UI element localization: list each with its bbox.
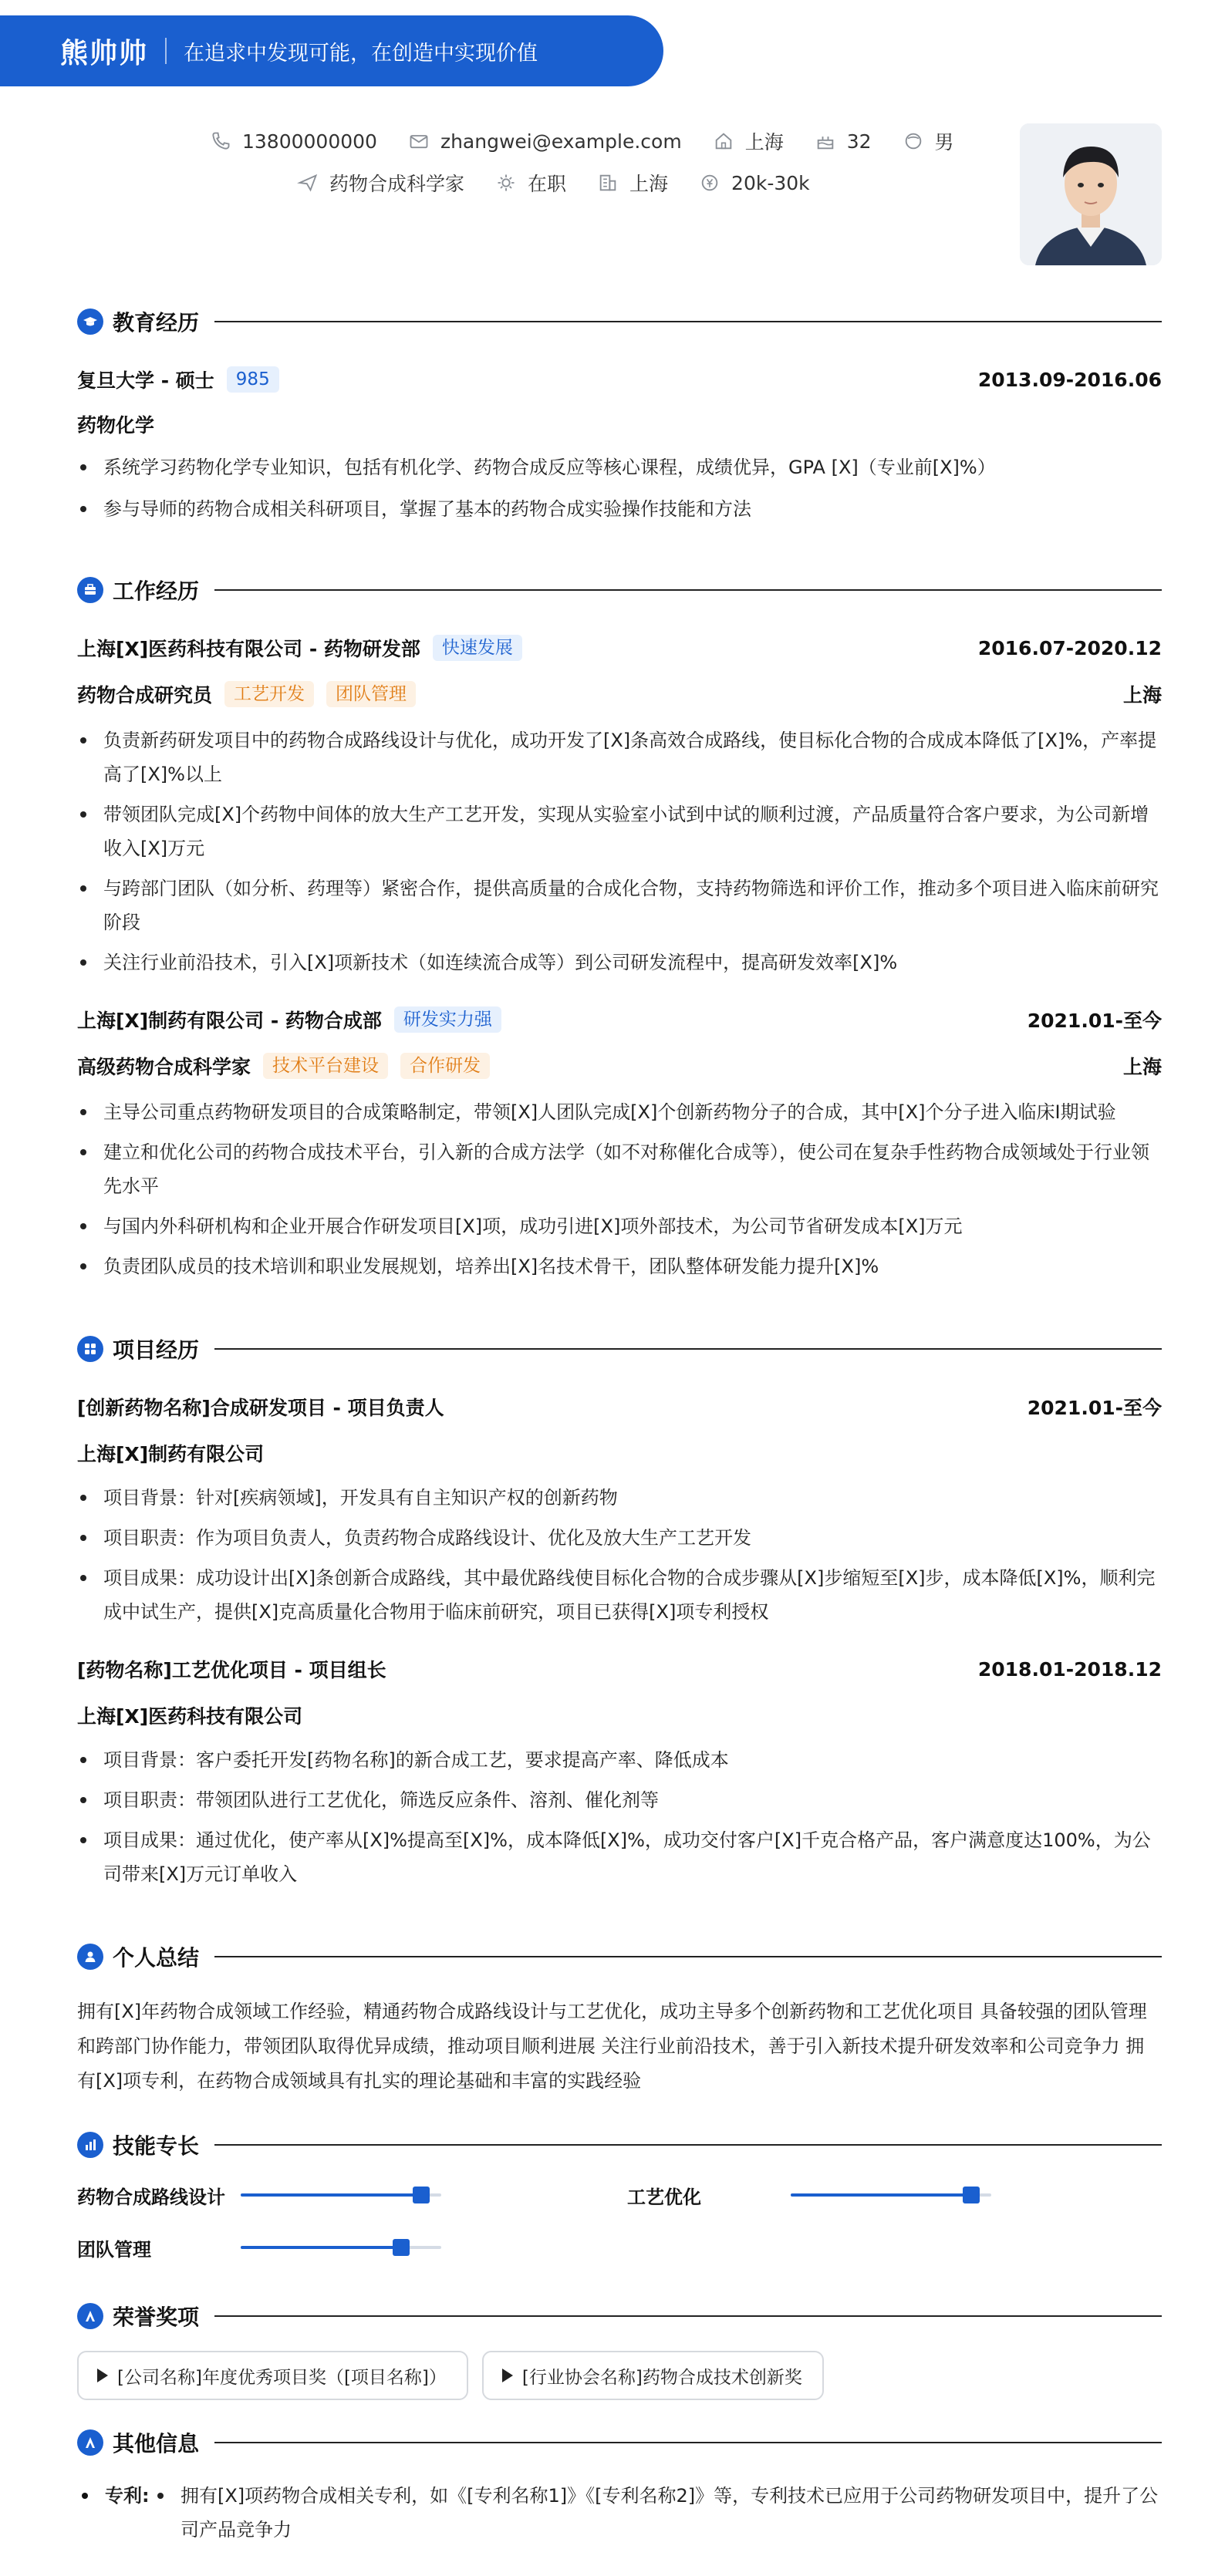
other-bullets xyxy=(154,2479,1162,2547)
skill-name: 团队管理 xyxy=(77,2238,151,2261)
mail-icon xyxy=(408,130,430,152)
skill-bar xyxy=(241,2193,441,2197)
work-entry xyxy=(77,1004,1162,1283)
education-bullets xyxy=(77,450,1162,526)
contact-row-1 xyxy=(210,127,985,155)
work-header xyxy=(77,574,1162,606)
contact-status xyxy=(495,169,566,197)
company-tag: 快速发展 xyxy=(433,635,522,661)
list-item: 与跨部门团队（如分析、药理等）紧密合作，提供高质量的合成化合物，支持药物筛选和评价工作，推动多个项目进入临床前研究阶段 xyxy=(77,872,1162,939)
project-entry-head xyxy=(77,1391,1162,1422)
skill-bar-fill xyxy=(241,2193,421,2197)
section-divider xyxy=(214,2144,1162,2146)
awards-section xyxy=(77,2300,1162,2400)
role-head xyxy=(77,679,1162,710)
contact-job-text: 药物合成科学家 xyxy=(329,173,465,195)
list-item: 项目职责：带领团队进行工艺优化，筛选反应条件、溶剂、催化剂等 xyxy=(77,1783,1162,1817)
role-head xyxy=(77,1050,1162,1081)
user-icon xyxy=(77,1944,103,1970)
role-title: 药物合成研究员 xyxy=(77,684,213,706)
role-tag: 团队管理 xyxy=(326,681,416,707)
education-entry-left xyxy=(77,366,279,393)
project-entry xyxy=(77,1654,1162,1891)
skill-name: 药物合成路线设计 xyxy=(77,2186,225,2208)
list-item: 项目职责：作为项目负责人，负责药物合成路线设计、优化及放大生产工艺开发 xyxy=(77,1521,1162,1555)
home-icon xyxy=(713,130,734,152)
list-item: 项目背景：针对[疾病领域]，开发具有自主知识产权的创新药物 xyxy=(77,1481,1162,1515)
section-divider xyxy=(214,2315,1162,2317)
major: 药物化学 xyxy=(77,414,155,437)
list-item: 系统学习药物化学专业知识，包括有机化学、药物合成反应等核心课程，成绩优异，GPA [X]（专业前[X]%） xyxy=(77,450,1162,484)
list-item: 负责团队成员的技术培训和职业发展规划，培养出[X]名技术骨干，团队整体研发能力提升[X]% xyxy=(77,1249,1162,1283)
section-divider xyxy=(214,321,1162,322)
projects-section xyxy=(77,1333,1162,1891)
education-entry xyxy=(77,364,1162,526)
role-title: 高级药物合成科学家 xyxy=(77,1056,251,1078)
project-name-role: [创新药物名称]合成研发项目 - 项目负责人 xyxy=(77,1397,444,1419)
award-item xyxy=(482,2351,824,2400)
list-item: 拥有[X]项药物合成相关专利，如《[专利名称1]》《[专利名称2]》等，专利技术已应用于公司药物研发项目中，提升了公司产品竞争力 xyxy=(154,2479,1162,2547)
contact-gender-text: 男 xyxy=(934,131,954,153)
summary-text: 拥有[X]年药物合成领域工作经验，精通药物合成路线设计与工艺优化，成功主导多个创新药物和工艺优化项目 具备较强的团队管理和跨部门协作能力，带领团队取得优异成绩，推动项目顺利进展 关注行业前沿技术，善于引入新技术提升研发效率和公司竞争力 拥有[X]项专利，在药物合成领域具有扎实的理论基础和丰富的实践经验 xyxy=(77,2001,1147,2092)
list-item: 项目背景：客户委托开发[药物名称]的新合成工艺，要求提高产率、降低成本 xyxy=(77,1743,1162,1777)
grid-icon xyxy=(77,1336,103,1362)
skill-bar-knob xyxy=(963,2187,980,2203)
list-item: 与国内外科研机构和企业开展合作研发项目[X]项，成功引进[X]项外部技术，为公司节省研发成本[X]万元 xyxy=(77,1209,1162,1243)
chart-icon xyxy=(77,2132,103,2158)
list-item: 参与导师的药物合成相关科研项目，掌握了基本的药物合成实验操作技能和方法 xyxy=(77,492,1162,526)
awards-header xyxy=(77,2300,1162,2332)
contact-phone-text: 13800000000 xyxy=(242,130,377,153)
award-text: [公司名称]年度优秀项目奖（[项目名称]） xyxy=(117,2367,447,2388)
summary-header xyxy=(77,1940,1162,1973)
profile-photo xyxy=(1020,123,1162,265)
education-header xyxy=(77,305,1162,338)
summary-title: 个人总结 xyxy=(113,1945,200,1971)
awards-list xyxy=(77,2351,1162,2400)
role-left xyxy=(77,1052,490,1080)
work-location: 上海 xyxy=(1122,684,1162,706)
contact-email-text: zhangwei@example.com xyxy=(440,130,682,153)
other-key-text: 专利: xyxy=(105,2485,150,2507)
skill-bar-knob xyxy=(413,2187,430,2203)
education-title: 教育经历 xyxy=(113,310,200,335)
list-item: 建立和优化公司的药物合成技术平台，引入新的合成方法学（如不对称催化合成等），使公司在复杂手性药物合成领域处于行业领先水平 xyxy=(77,1135,1162,1203)
skill-bar xyxy=(241,2246,441,2249)
list-item: 主导公司重点药物研发项目的合成策略制定，带领[X]人团队完成[X]个创新药物分子的合成，其中[X]个分子进入临床I期试验 xyxy=(77,1095,1162,1129)
other-title: 其他信息 xyxy=(113,2431,200,2456)
list-item: 项目成果：通过优化，使产率从[X]%提高至[X]%，成本降低[X]%，成功交付客户[X]千克合格产品，客户满意度达100%，为公司带来[X]万元订单收入 xyxy=(77,1823,1162,1891)
contact-city xyxy=(713,127,784,155)
projects-header xyxy=(77,1333,1162,1365)
status-icon xyxy=(495,172,517,194)
phone-icon xyxy=(210,130,231,152)
other-section xyxy=(77,2426,1162,2547)
bullet-dot xyxy=(82,2493,88,2499)
work-entry xyxy=(77,632,1162,979)
graduation-cap-icon xyxy=(77,309,103,335)
award-text: [行业协会名称]药物合成技术创新奖 xyxy=(521,2367,802,2388)
role-left xyxy=(77,680,416,708)
work-entry-left xyxy=(77,1006,501,1033)
contact-phone xyxy=(210,130,377,153)
other-header xyxy=(77,2426,1162,2459)
company-dept: 上海[X]制药有限公司 - 药物合成部 xyxy=(77,1010,382,1032)
contact-workplace-text: 上海 xyxy=(629,173,669,195)
skill-bar-fill xyxy=(791,2193,971,2197)
skill-bar-fill xyxy=(241,2246,401,2249)
play-icon xyxy=(97,2369,108,2382)
project-name-role: [药物名称]工艺优化项目 - 项目组长 xyxy=(77,1659,386,1681)
work-title: 工作经历 xyxy=(113,578,200,604)
contact-salary-text: 20k-30k xyxy=(731,171,810,194)
contact-city-text: 上海 xyxy=(744,131,784,153)
education-entry-head xyxy=(77,364,1162,395)
play-icon xyxy=(502,2369,513,2382)
project-bullets xyxy=(77,1481,1162,1629)
contact-status-text: 在职 xyxy=(528,173,567,195)
project-entry xyxy=(77,1391,1162,1629)
role-tag: 合作研发 xyxy=(400,1053,490,1079)
work-bullets xyxy=(77,723,1162,979)
education-section xyxy=(77,305,1162,526)
project-company: 上海[X]医药科技有限公司 xyxy=(77,1705,303,1728)
skills-section xyxy=(77,2129,1162,2266)
work-entry-head xyxy=(77,632,1162,663)
contact-age-text: 32 xyxy=(846,130,872,153)
contact-row-2 xyxy=(297,169,841,197)
briefcase-icon xyxy=(77,577,103,603)
banner-divider xyxy=(165,38,167,64)
project-company: 上海[X]制药有限公司 xyxy=(77,1443,265,1465)
school-tag: 985 xyxy=(227,366,279,393)
work-date: 2016.07-2020.12 xyxy=(977,636,1162,659)
section-divider xyxy=(214,589,1162,591)
company-dept: 上海[X]医药科技有限公司 - 药物研发部 xyxy=(77,638,420,660)
contact-age xyxy=(815,130,872,153)
role-tag: 技术平台建设 xyxy=(263,1053,388,1079)
skills-title: 技能专长 xyxy=(113,2133,200,2159)
work-location: 上海 xyxy=(1122,1056,1162,1078)
skill-item xyxy=(77,2229,627,2266)
role-tag: 工艺开发 xyxy=(224,681,314,707)
work-date: 2021.01-至今 xyxy=(1027,1010,1162,1032)
project-date: 2018.01-2018.12 xyxy=(977,1657,1162,1681)
project-entry-head xyxy=(77,1654,1162,1684)
section-divider xyxy=(214,1956,1162,1957)
building-icon xyxy=(597,172,619,194)
work-entry-left xyxy=(77,634,522,662)
skill-bar xyxy=(791,2193,991,2197)
cake-icon xyxy=(815,130,836,152)
education-date: 2013.09-2016.06 xyxy=(977,368,1162,391)
section-divider xyxy=(214,2442,1162,2443)
list-item: 负责新药研发项目中的药物合成路线设计与优化，成功开发了[X]条高效合成路线，使目标化合物的合成成本降低了[X]%，产率提高了[X]%以上 xyxy=(77,723,1162,791)
candidate-motto: 在追求中发现可能，在创造中实现价值 xyxy=(184,41,538,66)
salary-icon xyxy=(699,172,720,194)
list-item: 项目成果：成功设计出[X]条创新合成路线，其中最优路线使目标化合物的合成步骤从[X]步缩短至[X]步，成本降低[X]%，顺利完成中试生产，提供[X]克高质量化合物用于临床前研究，项目已获得[X]项专利授权 xyxy=(77,1561,1162,1629)
work-entry-head xyxy=(77,1004,1162,1035)
list-item: 关注行业前沿技术，引入[X]项新技术（如连续流合成等）到公司研发流程中，提高研发效率[X]% xyxy=(77,946,1162,979)
info-icon xyxy=(77,2429,103,2456)
gender-icon xyxy=(903,130,924,152)
other-item xyxy=(77,2479,1162,2547)
header-banner xyxy=(0,15,663,86)
awards-title: 荣誉奖项 xyxy=(113,2305,200,2330)
contact-email xyxy=(408,130,682,153)
award-icon xyxy=(77,2303,103,2329)
company-tag: 研发实力强 xyxy=(394,1006,501,1033)
section-divider xyxy=(214,1348,1162,1350)
award-item xyxy=(77,2351,468,2400)
summary-section xyxy=(77,1940,1162,2099)
skill-name: 工艺优化 xyxy=(627,2186,701,2208)
other-value xyxy=(154,2479,1162,2547)
skills-header xyxy=(77,2129,1162,2161)
skills-grid xyxy=(77,2176,1162,2266)
contact-workplace xyxy=(597,169,668,197)
contact-salary xyxy=(699,172,810,194)
other-key xyxy=(77,2479,154,2547)
school-degree: 复旦大学 - 硕士 xyxy=(77,369,214,392)
contact-gender xyxy=(903,127,954,155)
skill-item xyxy=(627,2176,1162,2214)
skill-bar-knob xyxy=(393,2239,410,2256)
list-item: 带领团队完成[X]个药物中间体的放大生产工艺开发，实现从实验室小试到中试的顺利过渡，产品质量符合客户要求，为公司新增收入[X]万元 xyxy=(77,797,1162,865)
project-bullets xyxy=(77,1743,1162,1891)
work-section xyxy=(77,574,1162,1283)
candidate-name: 熊帅帅 xyxy=(60,37,149,69)
skill-item xyxy=(77,2176,627,2214)
send-icon xyxy=(297,172,319,194)
projects-title: 项目经历 xyxy=(113,1337,200,1363)
contact-job xyxy=(297,169,464,197)
work-bullets xyxy=(77,1095,1162,1283)
project-date: 2021.01-至今 xyxy=(1027,1397,1162,1419)
